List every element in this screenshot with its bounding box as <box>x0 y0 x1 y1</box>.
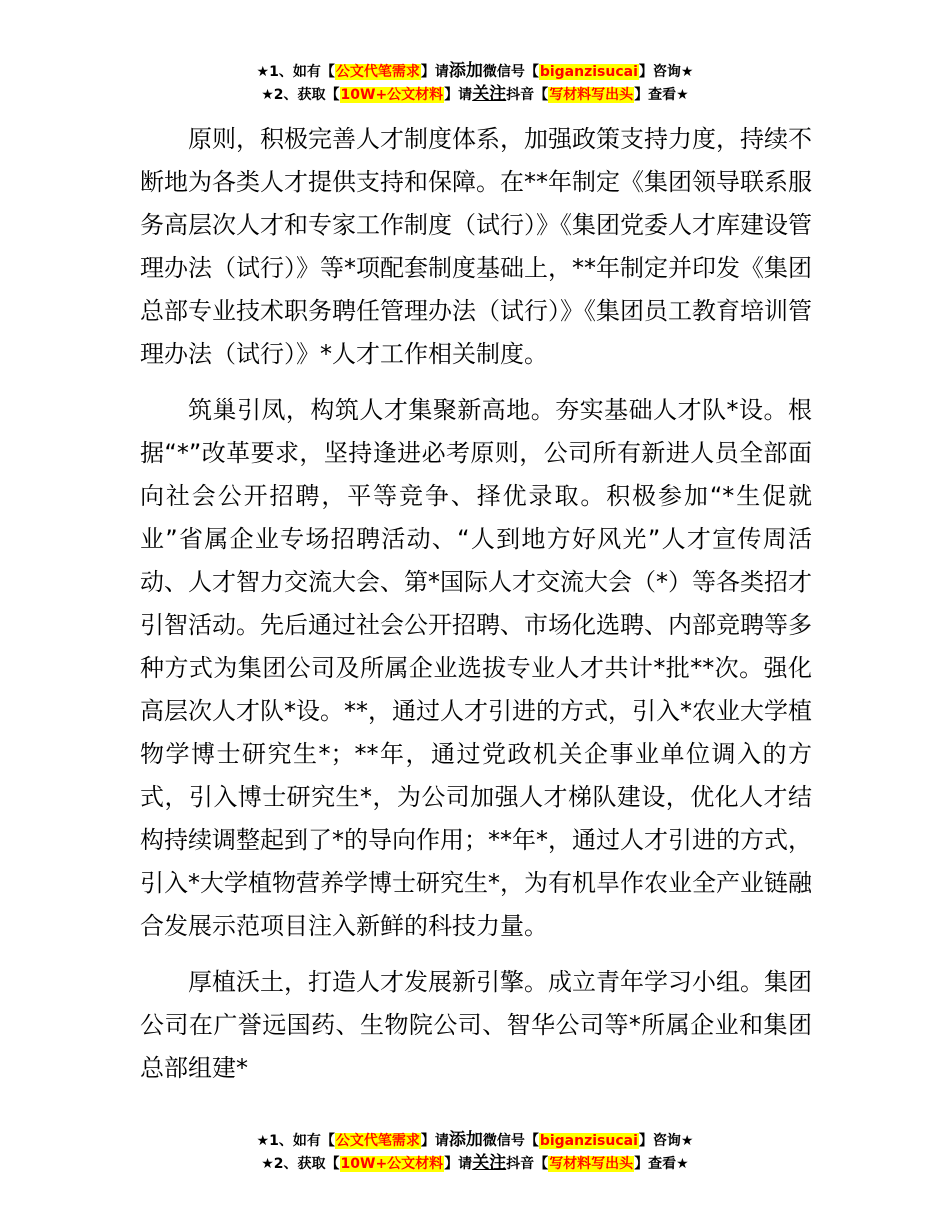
banner-line-1 <box>0 1129 950 1152</box>
banner-text: 抖音【 <box>506 1156 549 1172</box>
banner-line-1 <box>0 60 950 83</box>
banner-emphasis: 添加 <box>448 61 483 81</box>
highlight-materials: 10W+公文材料 <box>340 87 444 103</box>
footer-banner <box>0 1129 950 1175</box>
banner-text: ★2、获取【 <box>261 87 340 103</box>
paragraph: 筑巢引凤，构筑人才集聚新高地。夯实基础人才队*设。根据“*”改革要求，坚持逢进必考原则，公司所有新进人员全部面向社会公开招聘，平等竞争、择优录取。积极参加“*生促就业”省属企业专场招聘活动、“人到地方好风光”人才宣传周活动、人才智力交流大会、第*国际人才交流大会（*）等各类招才引智活动。先后通过社会公开招聘、市场化选聘、内部竞聘等多种方式为集团公司及所属企业选拔专业人才共计*批**次。强化高层次人才队*设。**，通过人才引进的方式，引入*农业大学植物学博士研究生*；**年，通过党政机关企事业单位调入的方式，引入博士研究生*，为公司加强人才梯队建设，优化人才结构持续调整起到了*的导向作用；**年*，通过人才引进的方式，引入*大学植物营养学博士研究生*，为有机旱作农业全产业链融合发展示范项目注入新鲜的科技力量。 <box>140 396 812 940</box>
highlight-douyin-id: 写材料写出头 <box>549 1156 634 1172</box>
highlight-douyin-id: 写材料写出头 <box>549 87 634 103</box>
banner-text: 】咨询★ <box>638 64 694 80</box>
paragraph: 原则，积极完善人才制度体系，加强政策支持力度，持续不断地为各类人才提供支持和保障。在**年制定《集团领导联系服务高层次人才和专家工作制度（试行）》《集团党委人才库建设管理办法（试行）》等*项配套制度基础上，**年制定并印发《集团总部专业技术职务聘任管理办法（试行）》《集团员工教育培训管理办法（试行）》*人才工作相关制度。 <box>140 125 812 368</box>
highlight-wechat-id: biganzisucai <box>539 64 638 80</box>
paragraph: 厚植沃土，打造人才发展新引擎。成立青年学习小组。集团公司在广誉远国药、生物院公司、智华公司等*所属企业和集团总部组建* <box>140 968 812 1082</box>
highlight-service: 公文代笔需求 <box>335 1133 420 1149</box>
banner-text: 】查看★ <box>634 87 689 103</box>
banner-text: ★1、如有【 <box>256 64 335 80</box>
banner-text: 微信号【 <box>482 64 539 80</box>
banner-text: 】查看★ <box>634 1156 689 1172</box>
banner-text: 】请 <box>444 1156 473 1172</box>
header-banner <box>0 60 950 106</box>
banner-text: 】请 <box>420 1133 449 1149</box>
banner-text: 】请 <box>420 64 449 80</box>
banner-line-2 <box>0 1152 950 1175</box>
banner-text: 】咨询★ <box>638 1133 694 1149</box>
banner-emphasis: 关注 <box>472 84 507 104</box>
highlight-service: 公文代笔需求 <box>335 64 420 80</box>
banner-text: 微信号【 <box>482 1133 539 1149</box>
document-body <box>140 118 812 1103</box>
banner-emphasis: 添加 <box>448 1130 483 1150</box>
banner-text: 】请 <box>444 87 473 103</box>
banner-text: ★1、如有【 <box>256 1133 335 1149</box>
banner-emphasis: 关注 <box>472 1153 507 1173</box>
banner-text: ★2、获取【 <box>261 1156 340 1172</box>
banner-line-2 <box>0 83 950 106</box>
banner-text: 抖音【 <box>506 87 549 103</box>
highlight-materials: 10W+公文材料 <box>340 1156 444 1172</box>
highlight-wechat-id: biganzisucai <box>539 1133 638 1149</box>
